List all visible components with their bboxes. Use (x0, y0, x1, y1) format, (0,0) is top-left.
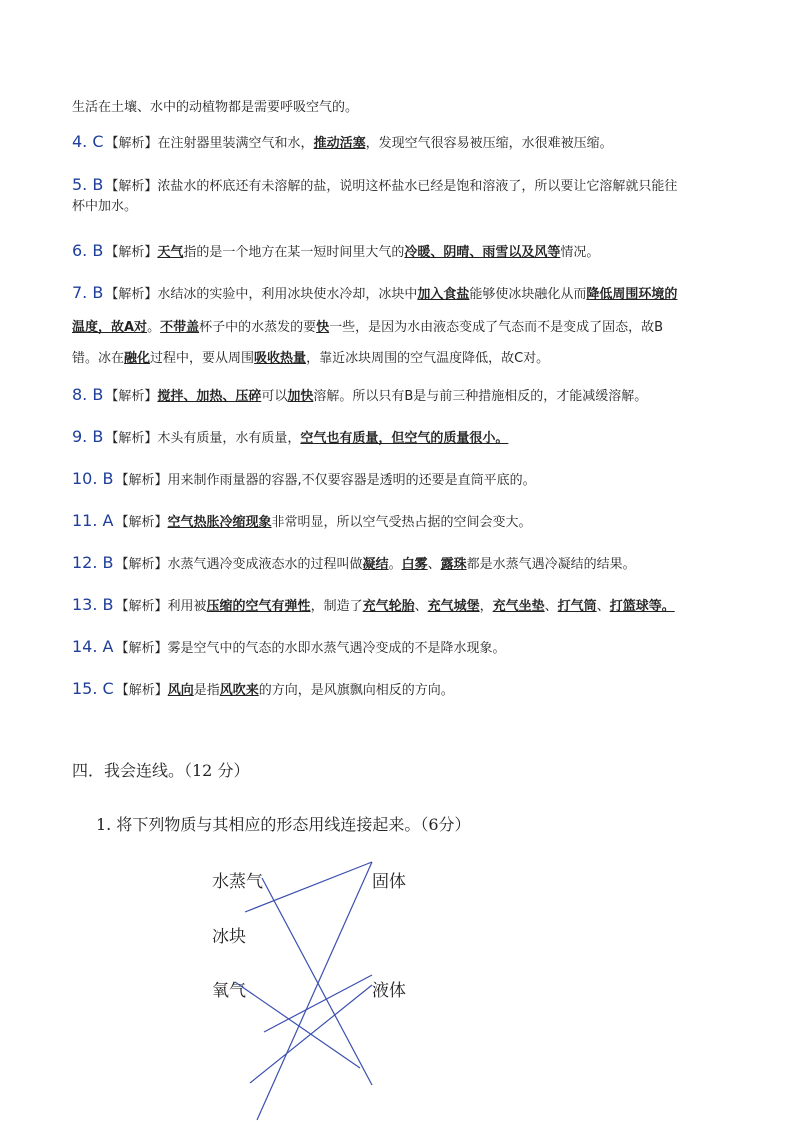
analysis-tag: 【解析】 (105, 245, 158, 260)
underlined-text: 露珠 (440, 557, 467, 572)
text-span: 水蒸气遇冷变成液态水的过程叫做 (167, 557, 363, 572)
left-item-water-vapor: 水蒸气 (212, 872, 263, 892)
left-item-ice: 冰块 (212, 927, 246, 947)
underlined-text: 加快 (287, 389, 314, 404)
text-span: 可以 (261, 389, 288, 404)
text-span: 一些，是因为水由液态变成了气态而不是变成了固态，故B (329, 320, 664, 335)
answer-number: 9. B (72, 427, 104, 446)
underlined-text: 充气坐垫 (492, 599, 545, 614)
answer-continuation: 杯中加水。 (72, 199, 138, 214)
answer-number: 6. B (72, 241, 104, 260)
answer-number: 13. B (72, 595, 114, 614)
text-span: 错。冰在 (72, 351, 125, 366)
answer-number: 7. B (72, 283, 104, 302)
answer-number: 8. B (72, 385, 104, 404)
right-item-solid: 固体 (372, 872, 406, 892)
text-span: 、 (414, 599, 428, 614)
underlined-text: 风吹来 (219, 683, 259, 698)
analysis-tag: 【解析】 (105, 431, 158, 446)
underlined-text: 搅拌、加热、压碎 (157, 389, 262, 404)
answer-number: 4. C (72, 132, 104, 151)
underlined-text: 白雾 (401, 557, 428, 572)
underlined-text: 融化 (124, 351, 151, 366)
text-span: 非常明显，所以空气受热占据的空间会变大。 (271, 515, 532, 530)
text-span: 都是水蒸气遇冷凝结的结果。 (466, 557, 636, 572)
answer-number: 10. B (72, 469, 114, 488)
text-span: 在注射器里装满空气和水， (157, 136, 314, 151)
underlined-text: 加入食盐 (417, 287, 470, 302)
text-span: 、 (544, 599, 558, 614)
analysis-tag: 【解析】 (115, 473, 168, 488)
underlined-text: 冷暖、阴晴、雨雪以及风等 (404, 245, 561, 260)
answer-number: 5. B (72, 175, 104, 194)
analysis-tag: 【解析】 (115, 641, 168, 656)
text-span: ，靠近冰块周围的空气温度降低，故C对。 (306, 351, 550, 366)
text-span: 浓盐水的杯底还有未溶解的盐，说明这杯盐水已经是饱和溶液了，所以要让它溶解就只能往 (157, 179, 678, 194)
text-span: 木头有质量，水有质量， (157, 431, 301, 446)
text-span: 、 (427, 557, 441, 572)
left-item-oxygen: 氧气 (212, 981, 246, 1001)
match-line-2 (262, 878, 372, 1085)
text-span: 溶解。所以只有B是与前三种措施相反的，才能减缓溶解。 (313, 389, 648, 404)
text-span: 的方向，是风旗飘向相反的方向。 (258, 683, 454, 698)
analysis-tag: 【解析】 (115, 599, 168, 614)
text-span: 能够使冰块融化从而 (469, 287, 587, 302)
underlined-text: 空气热胀冷缩现象 (167, 515, 272, 530)
analysis-tag: 【解析】 (115, 557, 168, 572)
right-item-liquid: 液体 (372, 981, 406, 1001)
text-span: 情况。 (560, 245, 600, 260)
text-span: 用来制作雨量器的容器,不仅要容器是透明的还要是直筒平底的。 (167, 473, 536, 488)
text-span: 指的是一个地方在某一短时间里大气的 (183, 245, 405, 260)
underlined-text: 压缩的空气有弹性 (206, 599, 311, 614)
text-span: 是指 (193, 683, 220, 698)
underlined-text: 充气城堡 (427, 599, 480, 614)
answer-number: 15. C (72, 679, 114, 698)
analysis-tag: 【解析】 (105, 389, 158, 404)
section-title: 四．我会连线。（12 分） (72, 761, 250, 780)
text-span: 利用被 (167, 599, 207, 614)
text-span: 杯子中的水蒸发的要 (199, 320, 317, 335)
underlined-text: 降低周围环境的 (586, 287, 678, 302)
underlined-text: 快 (316, 320, 330, 335)
analysis-tag: 【解析】 (105, 179, 158, 194)
match-line-4 (235, 982, 360, 1068)
underlined-text: 吸收热量 (254, 351, 307, 366)
answer-number: 12. B (72, 553, 114, 572)
text-span: ，制造了 (310, 599, 363, 614)
text-span: ，发现空气很容易被压缩，水很难被压缩。 (365, 136, 613, 151)
text-span: 过程中，要从周围 (150, 351, 255, 366)
answer-number: 11. A (72, 511, 114, 530)
text-span: 。 (147, 320, 161, 335)
analysis-tag: 【解析】 (105, 136, 158, 151)
underlined-text: 空气也有质量，但空气的质量很小。 (300, 431, 509, 446)
underlined-text: 充气轮胎 (362, 599, 415, 614)
analysis-tag: 【解析】 (105, 287, 158, 302)
text-span: 、 (596, 599, 610, 614)
text-span: ， (479, 599, 493, 614)
analysis-tag: 【解析】 (115, 515, 168, 530)
intro-line: 生活在土壤、水中的动植物都是需要呼吸空气的。 (72, 100, 359, 115)
underlined-text: 天气 (157, 245, 184, 260)
question-1: 1. 将下列物质与其相应的形态用线连接起来。（6分） (96, 815, 471, 834)
text-span: 雾是空气中的气态的水即水蒸气遇冷变成的不是降水现象。 (167, 641, 506, 656)
underlined-text: 温度，故A对 (72, 320, 148, 335)
underlined-text: 不带盖 (160, 320, 200, 335)
answer-number: 14. A (72, 637, 114, 656)
text-span: 。 (388, 557, 402, 572)
underlined-text: 风向 (167, 683, 194, 698)
underlined-text: 凝结 (362, 557, 389, 572)
text-span: 水结冰的实验中，利用冰块使水冷却，冰块中 (157, 287, 418, 302)
underlined-text: 打气筒 (557, 599, 597, 614)
underlined-text: 推动活塞 (313, 136, 366, 151)
underlined-text: 打篮球等。 (609, 599, 675, 614)
analysis-tag: 【解析】 (115, 683, 168, 698)
